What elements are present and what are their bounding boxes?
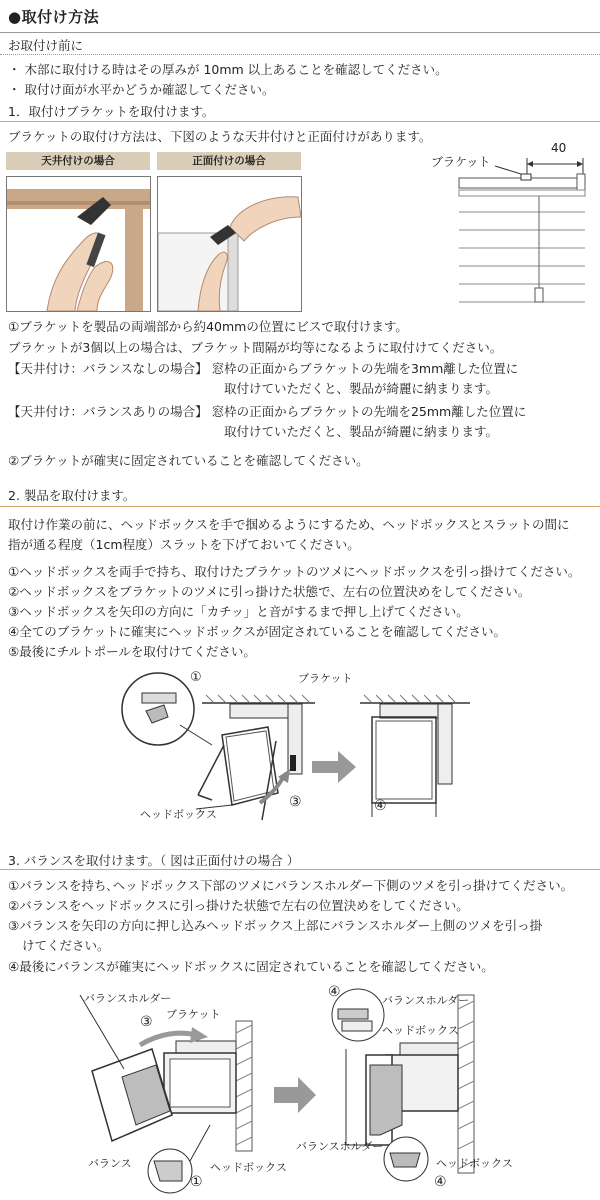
step1-line: 【天井付け：バランスなしの場合】 窓枠の正面からブラケットの先端を3mm離した位置に <box>8 361 519 376</box>
step3-item: けてください。 <box>22 938 110 953</box>
step-number-1: ① <box>190 1174 203 1190</box>
step-number-3: ③ <box>289 794 302 810</box>
step3-item: ③バランスを矢印の方向に押し込みヘッドボックス上部にバランスホルダー上側のツメを引っ掛 <box>8 918 543 933</box>
front-mount-illustration <box>157 176 302 312</box>
headbox-label: ヘッドボックス <box>382 1024 459 1037</box>
step-number-4: ④ <box>374 798 387 814</box>
section-rule <box>0 869 600 870</box>
step3-item: ①バランスを持ち､ヘッドボックス下部のツメにバランスホルダー下側のツメを引っ掛けてください。 <box>8 878 574 893</box>
step-number-4: ④ <box>434 1174 447 1190</box>
tab-ceiling-mount: 天井付けの場合 <box>6 152 150 170</box>
tab-front-mount: 正面付けの場合 <box>157 152 301 170</box>
pre-install-heading: お取付け前に <box>8 38 84 53</box>
step-number-3: ③ <box>140 1014 153 1030</box>
step2-item: ③ヘッドボックスを矢印の方向に「カチッ」と音がするまで押し上げてください。 <box>8 604 469 619</box>
pre-install-item: ・ 木部に取付ける時はその厚みが 10mm 以上あることを確認してください。 <box>8 62 448 77</box>
headbox-label: ヘッドボックス <box>436 1157 513 1170</box>
page-title: ●取付け方法 <box>8 8 100 26</box>
step1-line: ②ブラケットが確実に固定されていることを確認してください。 <box>8 453 369 468</box>
section-rule <box>0 506 600 507</box>
step2-item: ④全てのブラケットに確実にヘッドボックスが固定されていることを確認してください。 <box>8 624 506 639</box>
step3-item: ②バランスをヘッドボックスに引っ掛けた状態で左右の位置決めをしてください。 <box>8 898 469 913</box>
step2-item: ⑤最後にチルトポールを取付けてください。 <box>8 644 256 659</box>
valance-holder-label: バランスホルダー <box>382 994 470 1007</box>
ceiling-mount-illustration <box>6 176 151 312</box>
step2-heading: 2. 製品を取付けます。 <box>8 488 136 503</box>
valance-holder-label: バランスホルダー <box>296 1140 384 1153</box>
bracket-label: ブラケット <box>298 672 353 685</box>
pre-install-item: ・ 取付け面が水平かどうか確認してください。 <box>8 82 275 97</box>
step2-intro: 指が通る程度（1cm程度）スラットを下げておいてください。 <box>8 537 360 552</box>
step1-line: 【天井付け：バランスありの場合】 窓枠の正面からブラケットの先端を25mm離した位置に <box>8 404 527 419</box>
headbox-label: ヘッドボックス <box>210 1161 287 1174</box>
step1-line: ブラケットが3個以上の場合は、ブラケット間隔が均等になるように取付けてください。 <box>8 340 503 355</box>
step1-line: 取付けていただくと、製品が綺麗に納まります。 <box>224 424 499 439</box>
valance-label: バランス <box>88 1157 132 1170</box>
step-number-1: ① <box>190 670 202 685</box>
step2-item: ①ヘッドボックスを両手で持ち、取付けたブラケットのツメにヘッドボックスを引っ掛けてください。 <box>8 564 581 579</box>
valance-holder-label: バランスホルダー <box>84 992 172 1005</box>
dimension-label: 40 <box>551 141 567 155</box>
step1-line: 取付けていただくと、製品が綺麗に納まります。 <box>224 381 499 396</box>
bracket-label: ブラケット <box>431 155 491 169</box>
divider <box>0 54 600 55</box>
bracket-position-diagram <box>455 152 595 312</box>
step3-heading: 3. バランスを取付けます。（ 図は正面付けの場合 ） <box>8 853 300 868</box>
step3-item: ④最後にバランスが確実にヘッドボックスに固定されていることを確認してください。 <box>8 959 494 974</box>
step2-intro: 取付け作業の前に、ヘッドボックスを手で掴めるようにするため、ヘッドボックスとスラットの間に <box>8 517 570 532</box>
divider <box>0 32 600 33</box>
step1-line: ①ブラケットを製品の両端部から約40mmの位置にビスで取付けます。 <box>8 319 408 334</box>
step2-item: ②ヘッドボックスをブラケットのツメに引っ掛けた状態で、左右の位置決めをしてください。 <box>8 584 531 599</box>
section-rule <box>0 121 600 122</box>
step1-intro: ブラケットの取付け方法は、下図のような天井付けと正面付けがあります。 <box>8 129 432 144</box>
step1-heading: 1．取付けブラケットを取付けます。 <box>8 104 215 119</box>
step-number-4: ④ <box>328 984 341 1000</box>
bracket-label: ブラケット <box>166 1008 221 1021</box>
headbox-label: ヘッドボックス <box>140 808 217 821</box>
